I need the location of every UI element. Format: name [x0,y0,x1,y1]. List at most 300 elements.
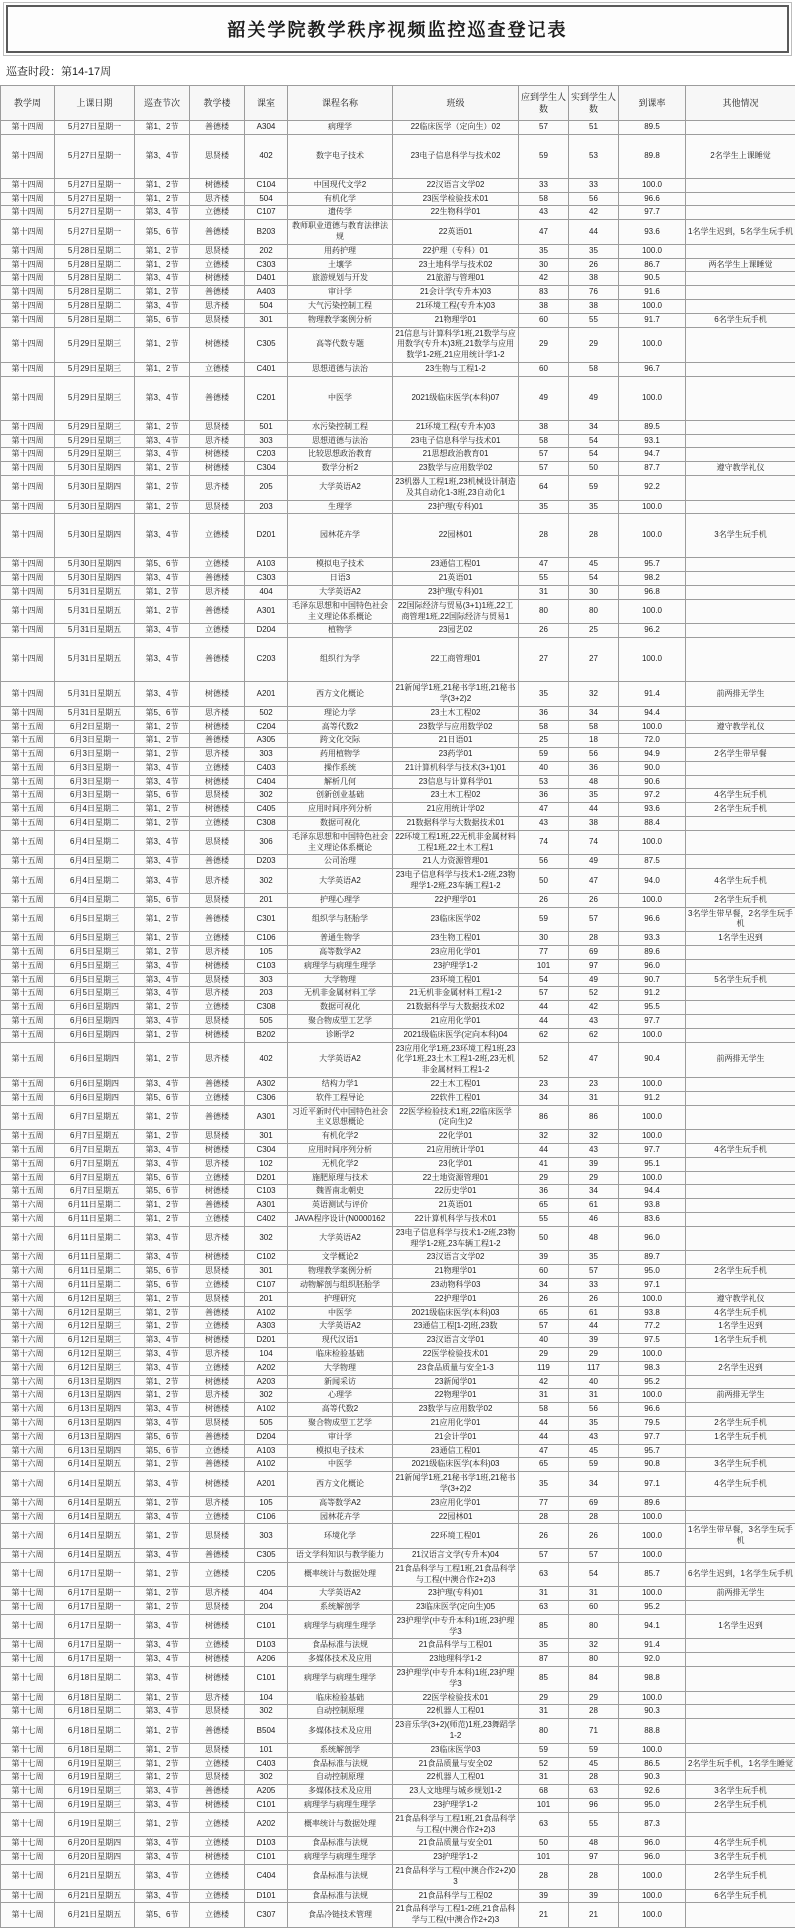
cell-other-notes: 前两排无学生 [686,1587,795,1601]
cell-actual-count: 44 [569,803,619,817]
cell-course: 组织学与胚胎学 [288,907,393,932]
cell-date: 6月13日星期四 [55,1416,135,1430]
cell-building: 树德楼 [190,1144,245,1158]
cell-other-notes: 2名学生玩手机，1名学生睡觉 [686,1757,795,1771]
table-row [1,1347,795,1361]
table-row [1,1771,795,1785]
cell-period: 第1、2节 [135,121,190,135]
cell-class: 23护理(专科)01 [393,1587,519,1601]
cell-building: 思贤楼 [190,893,245,907]
cell-attendance-rate: 91.7 [619,313,686,327]
cell-course: 遗传学 [288,206,393,220]
table-row [1,1865,795,1890]
cell-actual-count: 28 [569,1705,619,1719]
table-row [1,682,795,707]
cell-building: 思贤楼 [190,830,245,855]
cell-room: D204 [245,624,288,638]
cell-week: 第十四周 [1,572,55,586]
cell-expected-count: 33 [519,178,569,192]
cell-course: 审计学 [288,1430,393,1444]
cell-period: 第5、6节 [135,706,190,720]
cell-attendance-rate: 96.0 [619,1851,686,1865]
cell-room: C303 [245,258,288,272]
cell-attendance-rate: 89.5 [619,420,686,434]
cell-class: 22护理学01 [393,1292,519,1306]
cell-actual-count: 34 [569,706,619,720]
cell-other-notes: 1名学生玩手机 [686,1334,795,1348]
cell-building: 树德楼 [190,1799,245,1813]
table-row [1,761,795,775]
cell-date: 6月14日星期五 [55,1510,135,1524]
cell-period: 第1、2节 [135,1306,190,1320]
cell-building: 立德楼 [190,1171,245,1185]
cell-class: 21食品质量与安全01 [393,1837,519,1851]
table-row [1,475,795,500]
cell-date: 5月28日星期二 [55,244,135,258]
cell-expected-count: 101 [519,1851,569,1865]
cell-expected-count: 35 [519,1639,569,1653]
cell-attendance-rate: 89.6 [619,1496,686,1510]
cell-building: 树德楼 [190,1653,245,1667]
table-row [1,1524,795,1549]
cell-other-notes [686,1705,795,1719]
cell-week: 第十七周 [1,1837,55,1851]
cell-expected-count: 57 [519,1320,569,1334]
cell-other-notes [686,1028,795,1042]
cell-class: 23护理学1-2 [393,1851,519,1865]
cell-actual-count: 39 [569,1889,619,1903]
cell-actual-count: 35 [569,244,619,258]
cell-room: D103 [245,1639,288,1653]
cell-course: 模拟电子技术 [288,1444,393,1458]
cell-other-notes [686,420,795,434]
cell-date: 6月11日星期二 [55,1278,135,1292]
cell-course: 护理研究 [288,1292,393,1306]
cell-actual-count: 38 [569,272,619,286]
cell-actual-count: 56 [569,1403,619,1417]
cell-week: 第十五周 [1,893,55,907]
cell-class: 21英语01 [393,1199,519,1213]
cell-week: 第十六周 [1,1416,55,1430]
cell-class: 23数学与应用数学02 [393,720,519,734]
cell-period: 第3、4节 [135,1403,190,1417]
cell-date: 6月18日星期二 [55,1743,135,1757]
cell-building: 树德楼 [190,448,245,462]
cell-date: 5月30日星期四 [55,558,135,572]
table-row [1,1903,795,1928]
cell-attendance-rate: 100.0 [619,376,686,420]
cell-other-notes [686,638,795,682]
cell-period: 第1、2节 [135,1389,190,1403]
cell-expected-count: 31 [519,1587,569,1601]
cell-actual-count: 86 [569,1105,619,1130]
cell-expected-count: 29 [519,327,569,362]
cell-room: C401 [245,362,288,376]
cell-other-notes: 遵守教学礼仪 [686,462,795,476]
cell-period: 第3、4节 [135,1889,190,1903]
cell-actual-count: 32 [569,682,619,707]
cell-actual-count: 26 [569,1292,619,1306]
cell-building: 思贤楼 [190,1292,245,1306]
cell-period: 第3、4节 [135,1226,190,1251]
table-row [1,1851,795,1865]
cell-date: 6月7日星期五 [55,1130,135,1144]
cell-week: 第十四周 [1,244,55,258]
cell-period: 第1、2节 [135,1320,190,1334]
cell-week: 第十七周 [1,1562,55,1587]
cell-date: 5月31日星期五 [55,638,135,682]
cell-expected-count: 40 [519,1334,569,1348]
table-row [1,1171,795,1185]
cell-week: 第十七周 [1,1757,55,1771]
cell-class: 22软件工程01 [393,1091,519,1105]
cell-building: 善德楼 [190,855,245,869]
cell-date: 6月14日星期五 [55,1524,135,1549]
cell-other-notes [686,1653,795,1667]
cell-class: 23新闻学01 [393,1375,519,1389]
cell-period: 第1、2节 [135,1028,190,1042]
cell-attendance-rate: 89.6 [619,946,686,960]
cell-attendance-rate: 96.0 [619,1226,686,1251]
cell-attendance-rate: 100.0 [619,1889,686,1903]
cell-class: 21食品科学与工程1班,21食品科学与工程(中澳合作2+2)3 [393,1812,519,1837]
cell-date: 5月29日星期三 [55,434,135,448]
cell-actual-count: 57 [569,1265,619,1279]
cell-building: 思贤楼 [190,420,245,434]
cell-course: 无机化学2 [288,1157,393,1171]
cell-other-notes [686,1251,795,1265]
cell-period: 第1、2节 [135,475,190,500]
cell-expected-count: 55 [519,572,569,586]
cell-building: 立德楼 [190,1889,245,1903]
cell-attendance-rate: 95.7 [619,558,686,572]
cell-date: 5月30日星期四 [55,514,135,558]
cell-week: 第十七周 [1,1743,55,1757]
cell-class: 23应用化学01 [393,1496,519,1510]
cell-attendance-rate: 86.7 [619,258,686,272]
cell-building: 善德楼 [190,1785,245,1799]
cell-expected-count: 50 [519,1837,569,1851]
cell-other-notes: 3名学生带早餐，2名学生玩手机 [686,907,795,932]
cell-expected-count: 59 [519,1743,569,1757]
cell-expected-count: 57 [519,121,569,135]
cell-class: 23护理学1-2 [393,959,519,973]
cell-attendance-rate: 95.7 [619,1444,686,1458]
cell-course: 食品冷链技术管理 [288,1903,393,1928]
cell-date: 6月5日星期三 [55,973,135,987]
cell-course: 病理学与病理生理学 [288,959,393,973]
cell-building: 思齐楼 [190,1347,245,1361]
cell-attendance-rate: 87.5 [619,855,686,869]
cell-other-notes [686,1496,795,1510]
table-row [1,1028,795,1042]
cell-other-notes [686,1719,795,1744]
cell-course: 水污染控制工程 [288,420,393,434]
table-row [1,121,795,135]
cell-attendance-rate: 91.6 [619,286,686,300]
cell-period: 第1、2节 [135,907,190,932]
cell-period: 第1、2节 [135,362,190,376]
cell-room: C301 [245,907,288,932]
cell-room: C101 [245,1614,288,1639]
cell-period: 第1、2节 [135,720,190,734]
cell-period: 第5、6节 [135,1278,190,1292]
cell-room: C203 [245,448,288,462]
cell-room: 302 [245,1705,288,1719]
cell-building: 善德楼 [190,1430,245,1444]
cell-attendance-rate: 90.4 [619,1042,686,1077]
cell-other-notes [686,1105,795,1130]
cell-date: 6月14日星期五 [55,1472,135,1497]
cell-class: 2021级临床医学(本科)03 [393,1458,519,1472]
cell-course: 心理学 [288,1389,393,1403]
cell-course: 聚合物成型工艺学 [288,1416,393,1430]
cell-course: 软件工程导论 [288,1091,393,1105]
cell-attendance-rate: 93.6 [619,220,686,245]
cell-attendance-rate: 94.4 [619,706,686,720]
cell-room: D103 [245,1837,288,1851]
cell-class: 2021级临床医学(本科)03 [393,1306,519,1320]
table-row [1,1757,795,1771]
cell-room: A305 [245,734,288,748]
col-header-class: 班级 [393,86,519,121]
cell-building: 树德楼 [190,682,245,707]
cell-course: 模拟电子技术 [288,558,393,572]
cell-expected-count: 38 [519,299,569,313]
cell-actual-count: 48 [569,1837,619,1851]
cell-week: 第十四周 [1,327,55,362]
cell-course: 理论力学 [288,706,393,720]
cell-room: D201 [245,1334,288,1348]
cell-class: 23动物科学03 [393,1278,519,1292]
table-row [1,1614,795,1639]
cell-period: 第3、4节 [135,1334,190,1348]
cell-date: 6月19日星期三 [55,1757,135,1771]
cell-course: 病理学与病理生理学 [288,1614,393,1639]
cell-expected-count: 85 [519,1667,569,1692]
cell-room: 303 [245,748,288,762]
cell-course: 大学物理 [288,973,393,987]
cell-date: 6月13日星期四 [55,1444,135,1458]
cell-date: 6月12日星期三 [55,1361,135,1375]
cell-date: 6月19日星期三 [55,1785,135,1799]
cell-building: 立德楼 [190,258,245,272]
cell-course: 思想道德与法治 [288,434,393,448]
cell-building: 树德楼 [190,1667,245,1692]
cell-attendance-rate: 94.0 [619,869,686,894]
cell-week: 第十五周 [1,1130,55,1144]
cell-date: 6月3日星期一 [55,748,135,762]
cell-class: 23化学01 [393,1157,519,1171]
cell-actual-count: 51 [569,121,619,135]
cell-period: 第1、2节 [135,599,190,624]
table-row [1,803,795,817]
cell-week: 第十六周 [1,1306,55,1320]
cell-date: 6月19日星期三 [55,1771,135,1785]
cell-course: 大学英语A2 [288,585,393,599]
cell-week: 第十四周 [1,638,55,682]
cell-date: 6月7日星期五 [55,1105,135,1130]
cell-expected-count: 29 [519,1691,569,1705]
cell-room: A103 [245,1444,288,1458]
table-body [1,121,795,1928]
cell-actual-count: 25 [569,624,619,638]
cell-actual-count: 26 [569,258,619,272]
cell-other-notes: 1名学生迟到 [686,1320,795,1334]
table-row [1,706,795,720]
cell-period: 第3、4节 [135,987,190,1001]
cell-period: 第1、2节 [135,420,190,434]
cell-other-notes [686,1444,795,1458]
cell-week: 第十六周 [1,1347,55,1361]
cell-class: 21无机非金属材料工程1-2 [393,987,519,1001]
col-header-date: 上课日期 [55,86,135,121]
cell-other-notes [686,1185,795,1199]
cell-other-notes [686,624,795,638]
cell-other-notes [686,1015,795,1029]
cell-week: 第十四周 [1,434,55,448]
cell-expected-count: 49 [519,376,569,420]
cell-course: 系统解剖学 [288,1743,393,1757]
cell-other-notes [686,1078,795,1092]
table-row [1,987,795,1001]
cell-attendance-rate: 94.9 [619,748,686,762]
table-row [1,932,795,946]
cell-building: 善德楼 [190,286,245,300]
cell-course: 园林花卉学 [288,514,393,558]
cell-attendance-rate: 88.8 [619,1719,686,1744]
cell-expected-count: 42 [519,272,569,286]
cell-class: 23食品质量与安全1-3 [393,1361,519,1375]
cell-other-notes [686,775,795,789]
cell-class: 23临床医学(定向生)05 [393,1601,519,1615]
cell-attendance-rate: 79.5 [619,1416,686,1430]
cell-course: 西方文化概论 [288,682,393,707]
cell-room: 102 [245,1157,288,1171]
cell-expected-count: 43 [519,817,569,831]
cell-actual-count: 49 [569,855,619,869]
cell-expected-count: 60 [519,362,569,376]
cell-actual-count: 45 [569,558,619,572]
cell-period: 第3、4节 [135,1361,190,1375]
cell-building: 立德楼 [190,1320,245,1334]
cell-room: A301 [245,1199,288,1213]
cell-attendance-rate: 97.1 [619,1278,686,1292]
cell-expected-count: 58 [519,434,569,448]
cell-course: 数字电子技术 [288,134,393,178]
cell-expected-count: 54 [519,973,569,987]
cell-other-notes: 2名学生玩手机 [686,1799,795,1813]
cell-expected-count: 63 [519,1812,569,1837]
cell-expected-count: 44 [519,1416,569,1430]
cell-actual-count: 30 [569,585,619,599]
cell-building: 思齐楼 [190,299,245,313]
cell-room: A403 [245,286,288,300]
cell-other-notes [686,1601,795,1615]
cell-week: 第十四周 [1,206,55,220]
cell-week: 第十六周 [1,1199,55,1213]
cell-course: 生理学 [288,500,393,514]
cell-period: 第1、2节 [135,178,190,192]
cell-room: 203 [245,500,288,514]
cell-period: 第1、2节 [135,327,190,362]
cell-period: 第1、2节 [135,1719,190,1744]
cell-building: 思齐楼 [190,585,245,599]
cell-course: 高等数学A2 [288,1496,393,1510]
cell-course: 语文学科知识与教学能力 [288,1548,393,1562]
cell-attendance-rate: 100.0 [619,500,686,514]
cell-expected-count: 47 [519,803,569,817]
cell-actual-count: 35 [569,500,619,514]
cell-expected-count: 34 [519,1091,569,1105]
cell-room: 505 [245,1015,288,1029]
cell-building: 立德楼 [190,1278,245,1292]
cell-attendance-rate: 90.5 [619,272,686,286]
cell-attendance-rate: 100.0 [619,1903,686,1928]
cell-other-notes: 6名学生玩手机 [686,313,795,327]
cell-actual-count: 31 [569,1091,619,1105]
cell-room: D101 [245,1889,288,1903]
cell-class: 23土木工程02 [393,789,519,803]
cell-attendance-rate: 97.1 [619,1472,686,1497]
cell-building: 立德楼 [190,1212,245,1226]
cell-building: 立德楼 [190,624,245,638]
cell-date: 6月12日星期三 [55,1334,135,1348]
cell-room: C403 [245,1757,288,1771]
cell-course: 结构力学1 [288,1078,393,1092]
cell-other-notes [686,192,795,206]
cell-week: 第十五周 [1,973,55,987]
cell-building: 思齐楼 [190,434,245,448]
cell-week: 第十四周 [1,462,55,476]
cell-period: 第3、4节 [135,1653,190,1667]
cell-week: 第十五周 [1,1001,55,1015]
cell-class: 2021级临床医学(定向本科)04 [393,1028,519,1042]
cell-class: 23护理(专科)01 [393,585,519,599]
cell-class: 21食品科学与工程02 [393,1889,519,1903]
cell-week: 第十四周 [1,362,55,376]
cell-date: 6月20日星期四 [55,1837,135,1851]
cell-attendance-rate: 100.0 [619,1389,686,1403]
cell-building: 善德楼 [190,572,245,586]
cell-date: 6月21日星期五 [55,1903,135,1928]
cell-attendance-rate: 96.8 [619,585,686,599]
cell-period: 第1、2节 [135,1691,190,1705]
cell-week: 第十六周 [1,1548,55,1562]
cell-other-notes [686,830,795,855]
cell-week: 第十七周 [1,1812,55,1837]
cell-attendance-rate: 93.8 [619,1306,686,1320]
table-row [1,1496,795,1510]
cell-building: 善德楼 [190,220,245,245]
cell-date: 6月12日星期三 [55,1292,135,1306]
cell-attendance-rate: 91.2 [619,987,686,1001]
cell-attendance-rate: 100.0 [619,1691,686,1705]
cell-period: 第5、6节 [135,1265,190,1279]
cell-room: C106 [245,932,288,946]
cell-expected-count: 64 [519,475,569,500]
table-row [1,1562,795,1587]
cell-week: 第十六周 [1,1403,55,1417]
cell-expected-count: 31 [519,1705,569,1719]
cell-period: 第3、4节 [135,1078,190,1092]
cell-attendance-rate: 86.5 [619,1757,686,1771]
cell-course: 高等代数2 [288,720,393,734]
cell-other-notes: 2名学生玩手机 [686,893,795,907]
cell-date: 6月11日星期二 [55,1226,135,1251]
cell-class: 22医学检验技术1班,22临床医学(定向生)2 [393,1105,519,1130]
cell-course: 有机化学 [288,192,393,206]
